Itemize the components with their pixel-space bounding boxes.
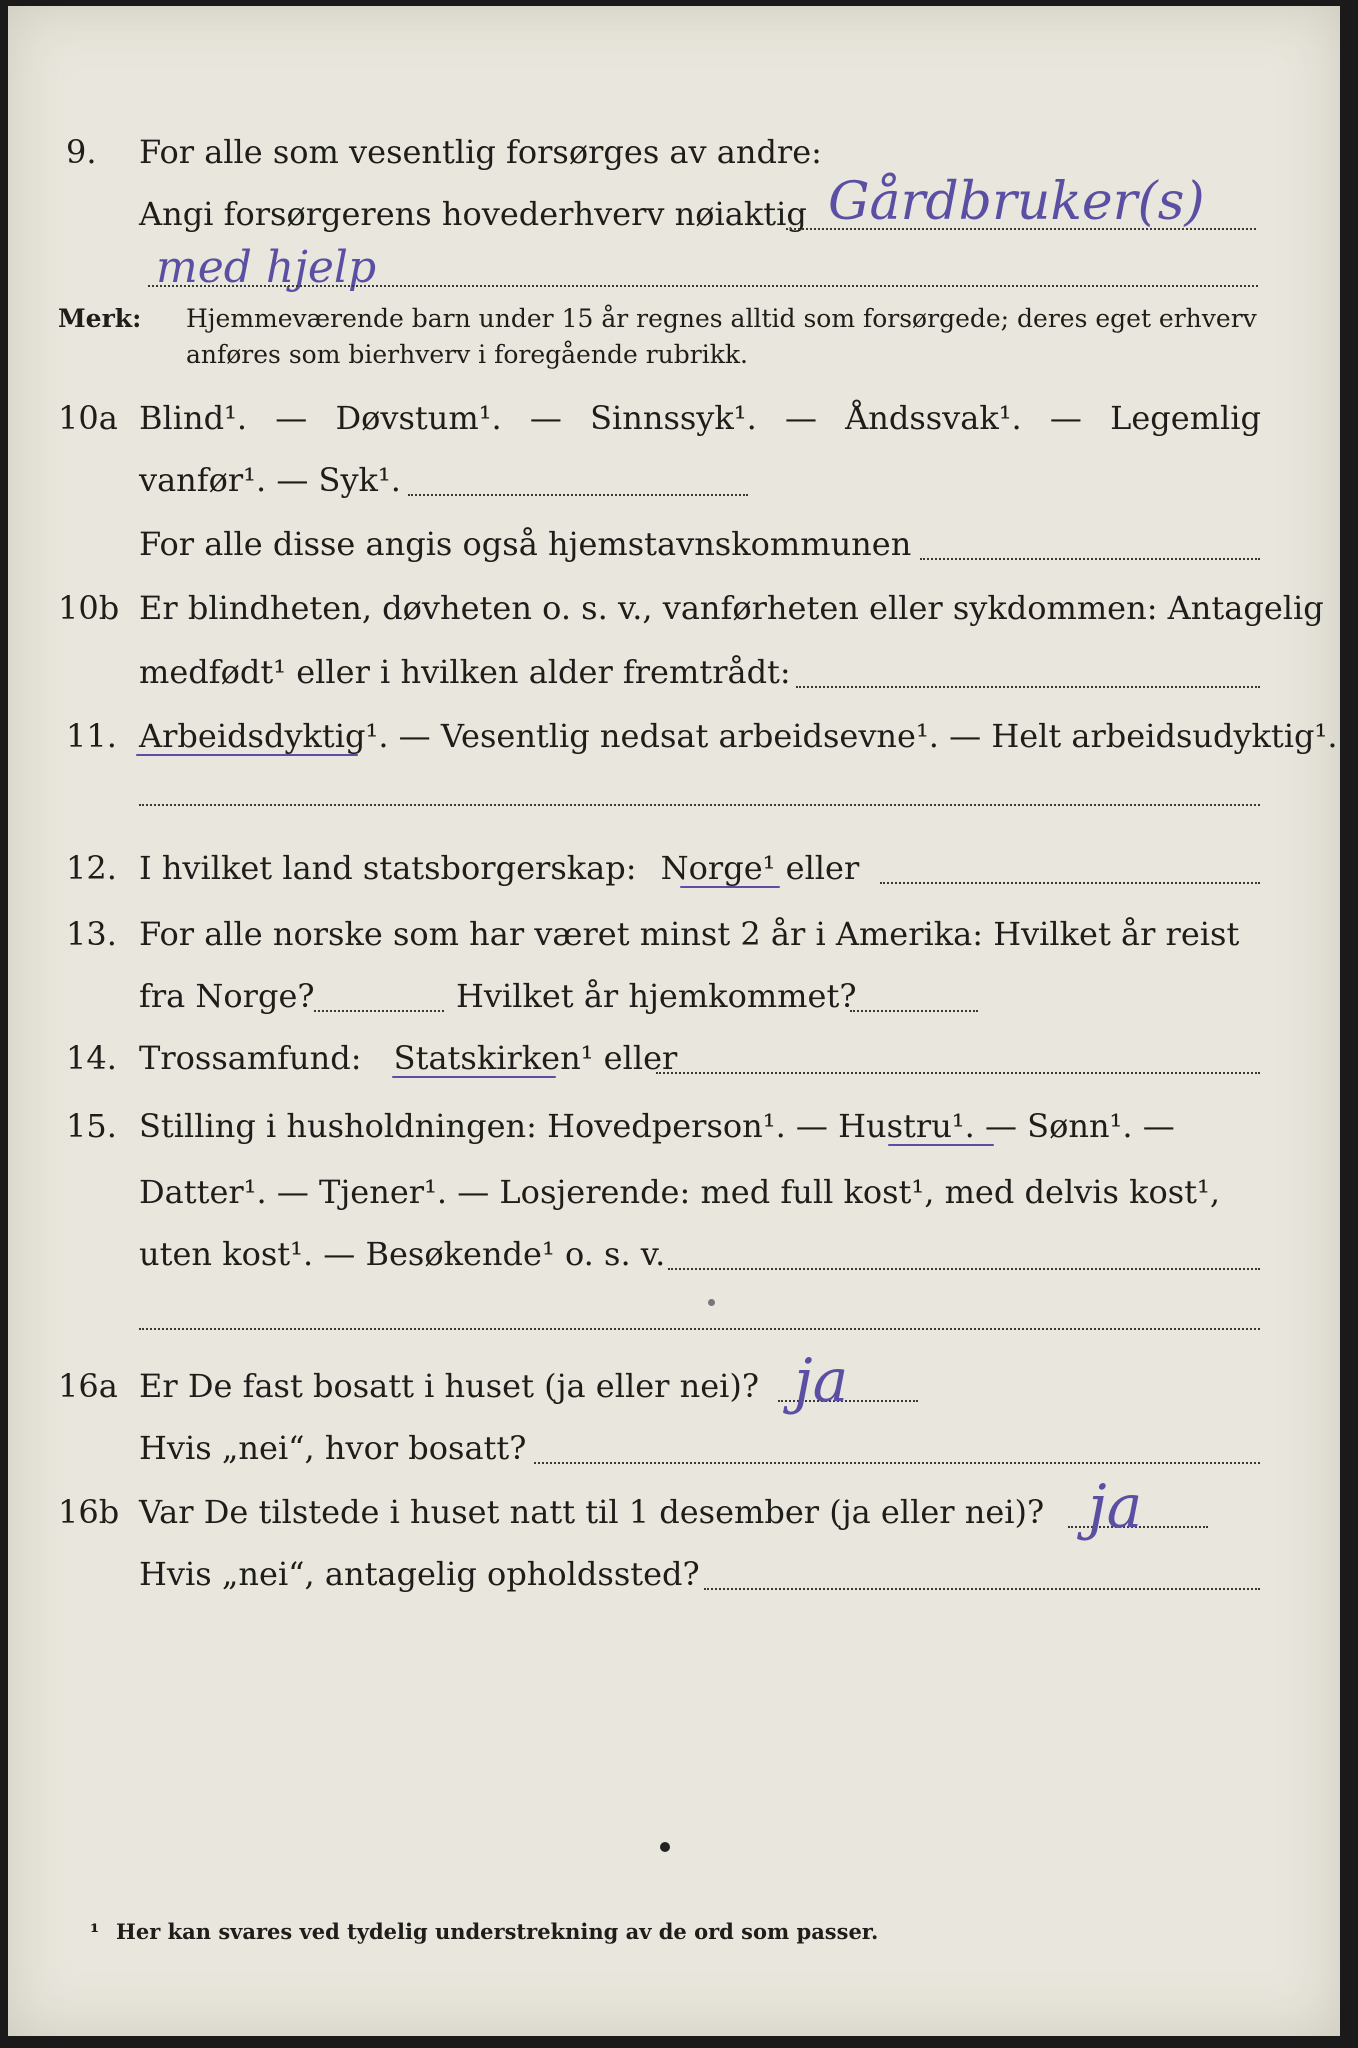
q16a-line1 [8, 1358, 1340, 1414]
q12-answer-line[interactable] [880, 880, 1260, 884]
q13-hjemkommet-label: Hvilket år hjemkommet? [456, 977, 857, 1015]
q15-answer-line[interactable] [668, 1266, 1260, 1270]
q14-selected-option[interactable]: Statskirken [393, 1039, 581, 1077]
merk-text-2: anføres som bierhverv i foregående rubrikk. [186, 340, 748, 369]
merk-text: Hjemmeværende barn under 15 år regnes alltid som forsørgede; deres eget erhverv [186, 304, 1257, 333]
q14-prefix: Trossamfund: [139, 1039, 362, 1077]
q9-question: For alle som vesentlig forsørges av andre: [139, 133, 822, 171]
q15-answer-line-2[interactable] [139, 1326, 1260, 1330]
q10b-line1 [8, 580, 1340, 636]
q15-line1 [8, 1098, 1340, 1154]
q10a-number: 10a [58, 399, 118, 437]
q15-options-3[interactable]: uten kost¹. — Besøkende¹ o. s. v. [139, 1235, 666, 1273]
footnote [8, 1904, 1340, 1960]
q10a-answer-line[interactable] [408, 492, 748, 496]
census-form-page [8, 6, 1340, 2036]
q16b-question-2: Hvis „nei“, antagelig opholdssted? [139, 1555, 700, 1593]
q14-answer-line[interactable] [656, 1070, 1260, 1074]
q13-number: 13. [66, 915, 117, 953]
q10b-line2 [8, 644, 1340, 700]
q10a-line3 [8, 516, 1340, 572]
q10a-dash: — [275, 399, 308, 437]
q10a-hjemstavn: For alle disse angis også hjemstavnskommunen [139, 525, 912, 563]
q16a-bosatt-line[interactable] [534, 1460, 1260, 1464]
q10a-option-syk[interactable]: vanfør¹. — Syk¹. [139, 461, 401, 499]
q14-handwritten-underline [392, 1076, 556, 1078]
q15-line3 [8, 1226, 1340, 1282]
q10a-options [139, 390, 1261, 446]
q12-line [8, 840, 1340, 896]
q13-line1 [8, 906, 1340, 962]
footnote-text: Her kan svares ved tydelig understrekning av de ord som passer. [116, 1919, 879, 1944]
q16b-opholdssted-line[interactable] [704, 1586, 1260, 1590]
q15-options-2[interactable]: Datter¹. — Tjener¹. — Losjerende: med full kost¹, med delvis kost¹, [139, 1173, 1221, 1211]
q15-line2 [8, 1164, 1340, 1220]
q10a-dash: — [784, 399, 817, 437]
q15-options-1 [139, 1098, 1175, 1154]
q11-number: 11. [66, 717, 117, 755]
q13-question: For alle norske som har været minst 2 år i Amerika: Hvilket år reist [139, 915, 1240, 953]
q13-line2 [8, 968, 1340, 1024]
q11-handwritten-underline [136, 754, 358, 756]
q16b-handwritten-answer: ja [1088, 1472, 1143, 1542]
q10a-opt[interactable]: Døvstum¹. [335, 399, 502, 437]
q10b-number: 10b [58, 589, 120, 627]
q15-suffix[interactable]: ¹. — Sønn¹. — [951, 1107, 1175, 1145]
q10a-dash: — [529, 399, 562, 437]
q10b-question: Er blindheten, døvheten o. s. v., vanførheten eller sykdommen: Antagelig [139, 589, 1324, 627]
q16a-question: Er De fast bosatt i huset (ja eller nei)? [139, 1367, 760, 1405]
q9-handwritten-answer: Gårdbruker(s) [828, 172, 1205, 232]
footnote-mark: ¹ [90, 1919, 100, 1944]
q10a-line2 [8, 452, 1340, 508]
q14-number: 14. [66, 1039, 117, 1077]
ink-dot [660, 1842, 670, 1852]
q15-selected-option[interactable]: Hustru [838, 1107, 952, 1145]
q10b-question-2: medfødt¹ eller i hvilken alder fremtrådt: [139, 653, 791, 691]
q16b-number: 16b [58, 1493, 120, 1531]
q16a-handwritten-answer: ja [794, 1346, 849, 1416]
q12-prefix: I hvilket land statsborgerskap: [139, 849, 637, 887]
q13-reist-label: fra Norge? [139, 977, 315, 1015]
q15-number: 15. [66, 1107, 117, 1145]
q10a-opt[interactable]: Legemlig [1110, 399, 1261, 437]
q10a-opt[interactable]: Blind¹. [139, 399, 248, 437]
q16a-line2 [8, 1420, 1340, 1476]
merk-label: Merk: [58, 304, 142, 333]
q10a-opt[interactable]: Åndssvak¹. [845, 399, 1022, 437]
q9-handwritten-answer-2: med hjelp [156, 242, 377, 293]
q14-line [8, 1030, 1340, 1086]
q10a-line1 [8, 390, 1340, 446]
q11-answer-line[interactable] [139, 802, 1260, 806]
q16a-question-2: Hvis „nei“, hvor bosatt? [139, 1429, 527, 1467]
q10a-hjemstavn-line[interactable] [920, 556, 1260, 560]
q14-suffix: ¹ eller [580, 1039, 678, 1077]
q13-hjemkommet-line[interactable] [850, 1008, 978, 1012]
q10b-answer-line[interactable] [796, 684, 1260, 688]
q16a-number: 16a [58, 1367, 118, 1405]
q13-reist-line[interactable] [314, 1008, 444, 1012]
q11-selected-option[interactable]: Arbeidsdyktig [139, 717, 366, 755]
q9-number: 9. [66, 133, 97, 171]
q12-selected-option[interactable]: Norge [660, 849, 763, 887]
q12-number: 12. [66, 849, 117, 887]
q15-prefix[interactable]: Stilling i husholdningen: Hovedperson¹. — [139, 1107, 828, 1145]
q12-suffix: ¹ eller [762, 849, 860, 887]
q16b-line2 [8, 1546, 1340, 1602]
q12-handwritten-underline [680, 886, 780, 888]
q16b-question: Var De tilstede i huset natt til 1 desember (ja eller nei)? [139, 1493, 1045, 1531]
q10a-dash: — [1049, 399, 1082, 437]
q15-handwritten-underline [888, 1144, 994, 1146]
ink-speck [708, 1299, 715, 1306]
q9-answer-line-2[interactable] [148, 283, 1258, 287]
q10a-opt[interactable]: Sinnssyk¹. [590, 399, 757, 437]
merk-line2 [8, 336, 1340, 392]
q9-question-2: Angi forsørgerens hovederhverv nøiaktig [139, 195, 807, 233]
q11-other-options[interactable]: ¹. — Vesentlig nedsat arbeidsevne¹. — Helt arbeidsudyktig¹. [365, 717, 1338, 755]
